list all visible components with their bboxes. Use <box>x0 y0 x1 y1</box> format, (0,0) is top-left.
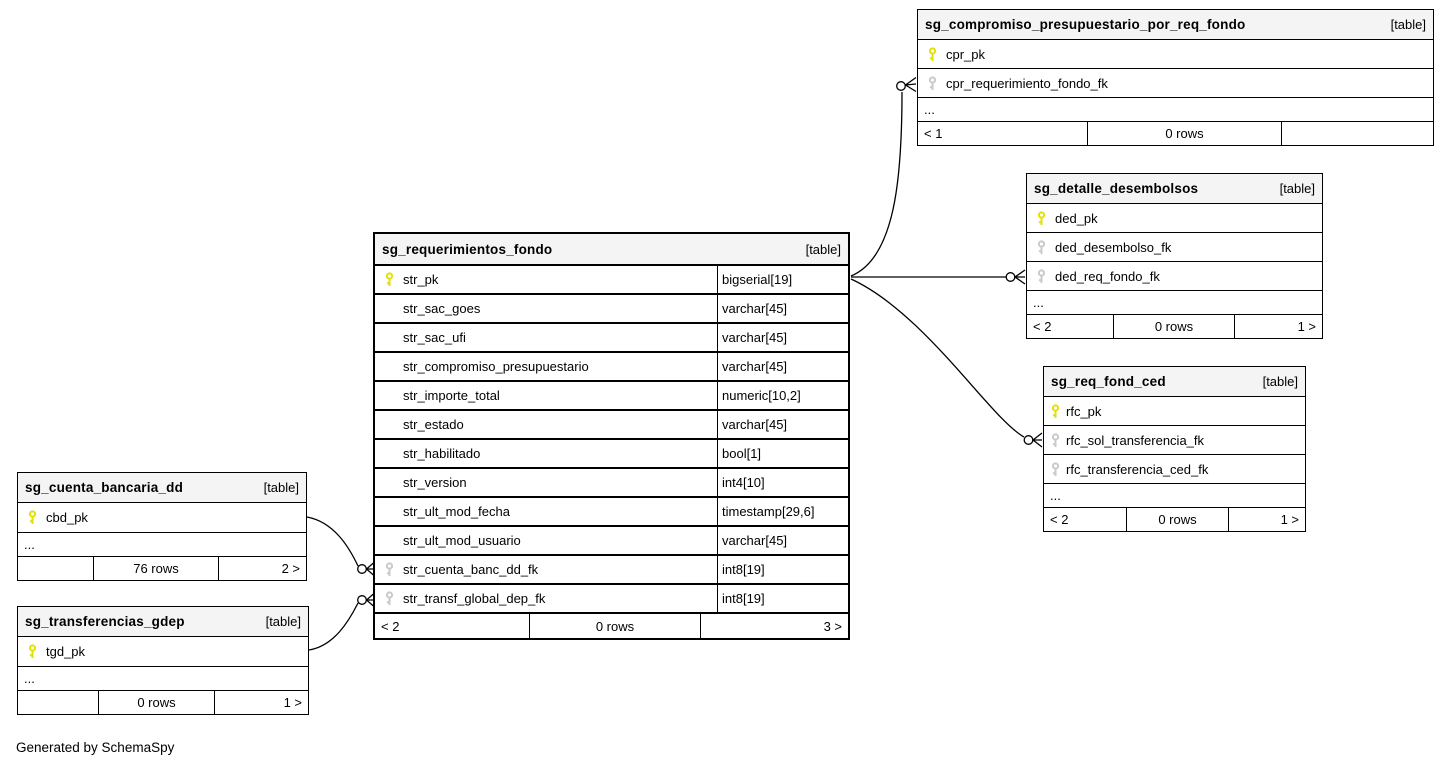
column-type: bigserial[19] <box>717 266 848 293</box>
footer-parents <box>18 557 93 580</box>
column-type: numeric[10,2] <box>717 382 848 409</box>
footer-children: 1 > <box>1234 315 1322 338</box>
footer-parents: < 2 <box>381 618 400 634</box>
table-sg-cuenta-bancaria-dd <box>17 472 307 581</box>
column-row <box>375 380 848 409</box>
column-type: timestamp[29,6] <box>717 498 848 525</box>
foreign-key-icon <box>375 591 403 606</box>
footer-rows: 0 rows <box>98 691 214 714</box>
table-title: sg_compromiso_presupuestario_por_req_fondo <box>925 17 1246 32</box>
column-row <box>375 496 848 525</box>
column-row <box>375 467 848 496</box>
column-name: rfc_pk <box>1066 403 1102 419</box>
relationship-zero-circle <box>897 82 906 91</box>
column-name: str_ult_mod_usuario <box>403 533 521 548</box>
relationship-zero-circle <box>358 565 367 574</box>
table-sg-compromiso-presupuestario-por-req-fondo <box>917 9 1434 146</box>
table-type-badge: [table] <box>1390 17 1426 32</box>
column-name: str_estado <box>403 417 464 432</box>
relationship-line-compromiso <box>851 92 902 276</box>
column-row <box>375 583 848 612</box>
table-header[interactable] <box>18 607 308 636</box>
table-header[interactable] <box>18 473 306 502</box>
footer-children <box>1281 122 1433 145</box>
table-type-badge: [table] <box>1262 374 1298 389</box>
columns-ellipsis: ... <box>1044 483 1305 507</box>
column-name: ded_req_fondo_fk <box>1055 268 1160 284</box>
table-header[interactable] <box>1027 174 1322 203</box>
primary-key-icon <box>18 644 46 659</box>
table-header[interactable] <box>1044 367 1305 396</box>
table-header[interactable] <box>375 234 848 264</box>
column-name: str_importe_total <box>403 388 500 403</box>
column-row <box>375 525 848 554</box>
table-footer <box>1027 314 1322 338</box>
column-row <box>375 293 848 322</box>
column-name: str_cuenta_banc_dd_fk <box>403 562 539 577</box>
footer-parents: < 1 <box>924 126 943 141</box>
primary-key-icon <box>375 272 403 287</box>
foreign-key-icon <box>375 562 403 577</box>
footer-rows: 0 rows <box>1126 508 1228 531</box>
primary-key-icon <box>1027 211 1055 226</box>
column-row <box>1044 396 1305 425</box>
table-title: sg_cuenta_bancaria_dd <box>25 480 184 495</box>
table-title: sg_requerimientos_fondo <box>382 241 553 257</box>
column-name: rfc_transferencia_ced_fk <box>1066 461 1209 477</box>
column-type: int8[19] <box>717 556 848 583</box>
foreign-key-icon <box>1044 462 1066 477</box>
column-row <box>18 502 306 532</box>
column-row <box>375 351 848 380</box>
footer-rows: 76 rows <box>93 557 218 580</box>
columns-ellipsis: ... <box>918 97 1433 121</box>
column-name: str_sac_ufi <box>403 330 466 345</box>
column-row <box>1044 425 1305 454</box>
column-name: rfc_sol_transferencia_fk <box>1066 432 1205 448</box>
table-type-badge: [table] <box>1279 181 1315 196</box>
column-type: int8[19] <box>717 585 848 612</box>
column-name: str_version <box>403 475 467 490</box>
column-type: bool[1] <box>717 440 848 467</box>
column-row <box>1044 454 1305 483</box>
footer-parents: < 2 <box>1050 512 1069 527</box>
column-name: cbd_pk <box>46 510 88 525</box>
crowfoot-icon <box>1033 433 1042 447</box>
column-name: str_habilitado <box>403 446 481 461</box>
column-row <box>918 68 1433 97</box>
column-type: varchar[45] <box>717 527 848 554</box>
table-title: sg_detalle_desembolsos <box>1034 181 1199 196</box>
column-row <box>375 322 848 351</box>
column-type: varchar[45] <box>717 324 848 351</box>
generated-by-note: Generated by SchemaSpy <box>16 740 175 755</box>
relationship-zero-circle <box>1006 273 1015 282</box>
column-row <box>375 409 848 438</box>
table-type-badge: [table] <box>805 241 841 257</box>
foreign-key-icon <box>1044 433 1066 448</box>
table-title: sg_transferencias_gdep <box>25 614 185 629</box>
column-name: str_compromiso_presupuestario <box>403 359 589 374</box>
table-header[interactable] <box>918 10 1433 39</box>
column-row <box>1027 261 1322 290</box>
footer-children: 1 > <box>214 691 308 714</box>
column-row <box>375 264 848 293</box>
footer-rows: 0 rows <box>1087 122 1281 145</box>
column-row <box>918 39 1433 68</box>
column-name: tgd_pk <box>46 644 86 659</box>
column-name: cpr_requerimiento_fondo_fk <box>946 75 1108 91</box>
footer-parents <box>18 691 98 714</box>
table-footer <box>1044 507 1305 531</box>
foreign-key-icon <box>918 76 946 91</box>
relationship-line-cuenta <box>307 517 358 566</box>
primary-key-icon <box>918 47 946 62</box>
column-name: str_ult_mod_fecha <box>403 504 510 519</box>
column-name: str_pk <box>403 272 439 287</box>
columns-ellipsis: ... <box>1027 290 1322 314</box>
column-name: ded_desembolso_fk <box>1055 239 1172 255</box>
column-row <box>1027 232 1322 261</box>
table-footer <box>18 556 306 580</box>
table-sg-req-fond-ced <box>1043 366 1306 532</box>
column-row <box>1027 203 1322 232</box>
primary-key-icon <box>18 510 46 525</box>
column-name: str_sac_goes <box>403 301 481 316</box>
columns-ellipsis: ... <box>18 532 306 556</box>
footer-rows: 0 rows <box>529 614 700 638</box>
column-type: varchar[45] <box>717 353 848 380</box>
relationship-line-gdep <box>309 603 358 650</box>
table-sg-transferencias-gdep <box>17 606 309 715</box>
footer-children: 2 > <box>218 557 306 580</box>
table-sg-detalle-desembolsos <box>1026 173 1323 339</box>
column-row <box>375 554 848 583</box>
foreign-key-icon <box>1027 269 1055 284</box>
relationship-line-req-fond-ced <box>851 279 1024 437</box>
primary-key-icon <box>1044 404 1066 419</box>
table-title: sg_req_fond_ced <box>1051 374 1166 389</box>
table-type-badge: [table] <box>263 480 299 495</box>
table-footer <box>375 612 848 638</box>
column-type: varchar[45] <box>717 295 848 322</box>
column-name: ded_pk <box>1055 210 1098 226</box>
footer-rows: 0 rows <box>1113 315 1234 338</box>
relationship-zero-circle <box>358 596 367 605</box>
columns-ellipsis: ... <box>18 666 308 690</box>
foreign-key-icon <box>1027 240 1055 255</box>
column-type: varchar[45] <box>717 411 848 438</box>
footer-children: 3 > <box>700 614 848 638</box>
column-row <box>375 438 848 467</box>
table-footer <box>18 690 308 714</box>
table-type-badge: [table] <box>265 614 301 629</box>
column-type: int4[10] <box>717 469 848 496</box>
table-sg-requerimientos-fondo <box>373 232 850 640</box>
relationship-zero-circle <box>1024 436 1033 445</box>
column-name: cpr_pk <box>946 46 986 62</box>
column-row <box>18 636 308 666</box>
crowfoot-icon <box>906 78 917 92</box>
column-name: str_transf_global_dep_fk <box>403 591 546 606</box>
footer-parents: < 2 <box>1033 319 1052 334</box>
table-footer <box>918 121 1433 145</box>
footer-children: 1 > <box>1228 508 1305 531</box>
crowfoot-icon <box>1015 270 1025 284</box>
